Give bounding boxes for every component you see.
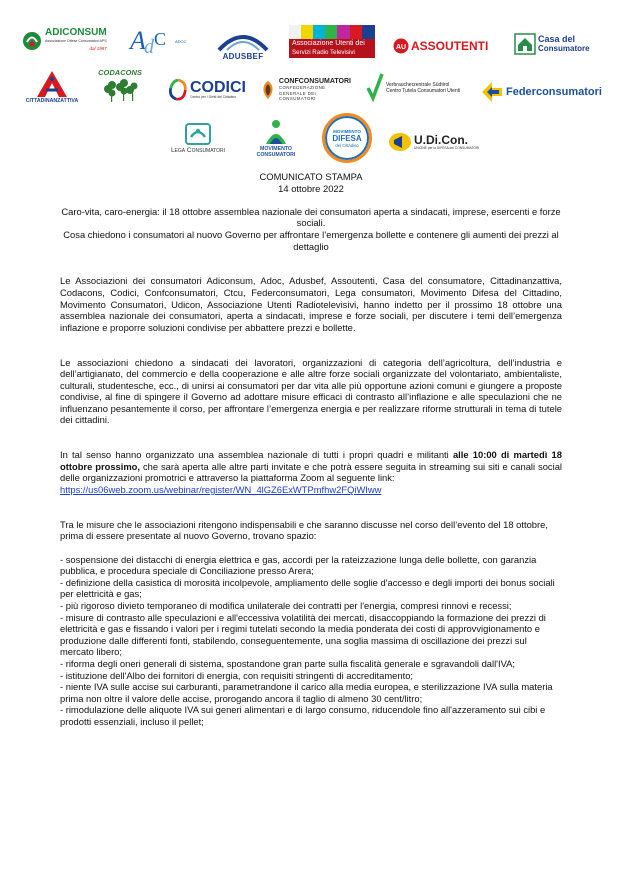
federconsumatori-arrows-icon: [481, 81, 503, 103]
logo-movimento-consumatori: [246, 118, 306, 162]
paragraph-3-intro: In tal senso hanno organizzato una assemblea nazionale di tutti i propri quadri e militanti: [60, 449, 453, 461]
measure-item: - più rigoroso divieto temporaneo di modifica unilaterale dei contratti per l'energia, compresi rinnovi e recessi;: [60, 599, 512, 611]
udicon-name: U.Di.Con.: [414, 133, 468, 147]
casa-line2: Consumatore: [538, 44, 590, 53]
logo-confconsumatori: [259, 74, 351, 106]
paragraph-4: Tra le misure che le associazioni ritengono indispensabili e che saranno discusse nel corso dell’evento del 18 ottobre, prima di essere presentate al nuovo Governo, trovano spazio:: [60, 518, 548, 542]
measure-item: - rimodulazione delle aliquote IVA sui generi alimentari e di largo consumo, riducendole fino all'azzeramento sui cibi e prodotti essenziali, incluso il pellet;: [60, 704, 546, 727]
aurt-line1: Associazione Utenti dei: [292, 40, 365, 47]
mdc-badge: [322, 113, 372, 163]
measure-item: - niente IVA sulle accise sui carburanti, parametrandone il carico alla media europea, e sterilizzazione IVA sulla materia prima non oltre il valore delle accise, prorogando ancora il taglio di almeno 30 cent/litro;: [60, 681, 553, 704]
adiconsum-since: dal 1987: [89, 46, 107, 51]
confconsumatori-emblem-icon: [259, 77, 277, 103]
logo-ctcu: [366, 70, 472, 106]
aurt-line2: Servizi Radio Televisivi: [292, 48, 355, 56]
mc-line2: CONSUMATORI: [256, 152, 296, 158]
paragraph-3-rest: che sarà aperta alle altre parti invitate e che potrà essere seguita in streaming sui siti e canali social delle organizzazioni promotrici e attraverso la piattaforma Zoom al seguente link:: [60, 460, 562, 484]
document-date: 14 ottobre 2022: [278, 182, 344, 194]
adusbef-name: ADUSBEF: [222, 52, 264, 61]
paragraph-2: Le associazioni chiedono a sindacati dei lavoratori, organizzazioni di categoria dell’agricoltura, dell’industria e dell’artigianato, del commercio e della cooperazione e alle altre forze sociali organizzate del volontariato, ambientaliste, culturali, studentesche, ecc., di unirsi ai consumatori per dar vita alle più opportune azioni comuni e giungere a proposte condivise, al fine di spingere il Governo ad adottare misure efficaci di contrasto all’inflazione e alle speculazioni che ne influenzano pesantemente il corso, per affrontare l’emergenza energia e per realizzare riforme strutturali in tema di tutele dei cittadini.: [60, 356, 562, 426]
logo-lega-consumatori: [160, 121, 236, 161]
clover-icon: [100, 77, 140, 103]
logo-codacons: [92, 68, 148, 108]
event-time: alle 10:00 di martedì 18 ottobre prossimo,: [60, 449, 562, 472]
mdc-line2: DIFESA: [332, 133, 362, 143]
assoutenti-name: ASSOUTENTI: [411, 39, 489, 53]
logo-federconsumatori: [481, 79, 603, 105]
paragraph-3: [60, 449, 562, 495]
house-icon: [514, 33, 536, 55]
mc-line1: MOVIMENTO: [260, 146, 292, 152]
measure-item: - definizione della casistica di morosità incolpevole, ampliamento delle soglie d'accesso e degli importi dei bonus sociali per elettricità e gas;: [60, 576, 555, 600]
measure-item: - sospensione dei distacchi di energia elettrica e gas, accordi per la rateizzazione lunga delle bollette, con garanzia pubblica, e procedura speciale di Conciliazione presso Arera;: [60, 553, 537, 577]
codacons-name: CODACONS: [98, 68, 142, 77]
cittadinanzattiva-name: CITTADINANZATTIVA: [25, 98, 79, 104]
adoc-lettermark-icon: [128, 23, 174, 59]
measure-item: - riforma degli oneri generali di sistema, spostandone gran parte sulla fiscalità generale e sgravandoli dall'IVA;: [60, 657, 515, 669]
federconsumatori-name: Federconsumatori: [506, 86, 602, 98]
logo-strip: [0, 0, 620, 168]
cittadinanzattiva-a-icon: [35, 70, 69, 98]
lega-hands-icon: [183, 121, 213, 147]
headline-line2: Cosa chiedono i consumatori al nuovo Governo per affrontare l’emergenza bollette e contenere gli aumenti dei prezzi al dettaglio: [63, 228, 559, 252]
test-card-icon: [289, 25, 375, 39]
svg-text:d: d: [144, 36, 154, 58]
logo-cittadinanzattiva: [20, 70, 84, 108]
adiconsum-name: ADICONSUM: [45, 27, 107, 38]
paragraph-1: Le Associazioni dei consumatori Adiconsum, Adoc, Adusbef, Assoutenti, Casa del consumatore, Cittadinanzattiva, Codacons, Codici, Confconsumatori, Ctcu, Federconsumatori, Lega consumatori, Movimento Difesa del Cittadino, Movimento Consumatori, Udicon, Associazione Utenti Radiotelevisivi, hanno indetto per il prossimo 18 ottobre una assemblea nazionale dei consumatori, aperta a sindacati, imprese e forze sociali, per discutere i temi dell’emergenza inflazione e proporre soluzioni condivise per abbattere prezzi e bollette.: [60, 275, 562, 333]
svg-text:A: A: [130, 26, 146, 55]
logo-aurt: [289, 25, 375, 59]
udicon-subtitle: UNIONE per la DIFESA dei CONSUMATORI: [414, 146, 480, 150]
logo-adoc: [128, 23, 206, 59]
codici-name: CODICI: [190, 79, 246, 96]
codici-subtitle: Centro per i Diritti del Cittadino: [190, 95, 237, 99]
logo-adiconsum: [22, 27, 114, 55]
adiconsum-subtitle: Associazione Difesa Consumatori APS: [45, 39, 107, 43]
measure-item: - misure di contrasto alle speculazioni e all'eccessiva volatilità dei mercati, disaccoppiando la formazione dei prezzi di elettricità e gas e fissando i valori per i regimi tutelati secondo la media ponderata dei costi di approvvigionamento e produzione dalle differenti fonti, stabilendo, conseguentemente, una soglia massima di oscillazione dei prezzi sul mercato libero;: [60, 611, 546, 658]
logo-assoutenti: [393, 37, 497, 55]
checkmark-icon: [366, 72, 384, 104]
mdc-line1: MOVIMENTO: [333, 128, 361, 134]
ctcu-line1: Verbraucherzentrale Südtirol: [386, 81, 450, 88]
svg-text:C: C: [154, 29, 167, 49]
assoutenti-emblem-icon: [393, 38, 409, 54]
adusbef-arc-icon: [215, 30, 271, 52]
logo-codici: [168, 74, 246, 106]
adoc-name: ADOC: [175, 38, 187, 44]
confconsumatori-subtitle: CONFEDERAZIONE GENERALE DEI CONSUMATORI: [278, 85, 326, 102]
logo-mdc: [320, 113, 374, 163]
logo-udicon: [388, 128, 492, 156]
document-kind: COMUNICATO STAMPA: [259, 171, 363, 182]
lega-name: Lega Consumatori: [170, 147, 226, 154]
measure-item: - istituzione dell'Albo dei fornitori di energia, con requisiti stringenti di accreditamento;: [60, 669, 414, 681]
ctcu-line2: Centro Tutela Consumatori Utenti: [386, 88, 461, 94]
logo-casa-consumatore: [514, 32, 600, 56]
logo-adusbef: [213, 23, 273, 61]
svg-text:AU: AU: [395, 44, 407, 51]
zoom-webinar-link[interactable]: https://us06web.zoom.us/webinar/register/WN_4lGZ6ExWTPmfhw2FQiWIww: [60, 484, 382, 496]
adiconsum-emblem-icon: [22, 29, 42, 53]
headline-line1: Caro-vita, caro-energia: il 18 ottobre assemblea nazionale dei consumatori aperta a sindacati, imprese, esercenti e forze sociali.: [61, 205, 561, 229]
confconsumatori-name: CONFCONSUMATORI: [278, 78, 351, 86]
codici-swirl-icon: [168, 77, 188, 103]
casa-line1: Casa del: [538, 34, 576, 44]
movimento-consumatori-figure-icon: [261, 118, 291, 146]
udicon-megaphone-icon: [388, 131, 412, 153]
measures-list: [60, 554, 562, 728]
press-release: [60, 171, 562, 728]
mdc-line3: del Cittadino: [335, 142, 359, 148]
